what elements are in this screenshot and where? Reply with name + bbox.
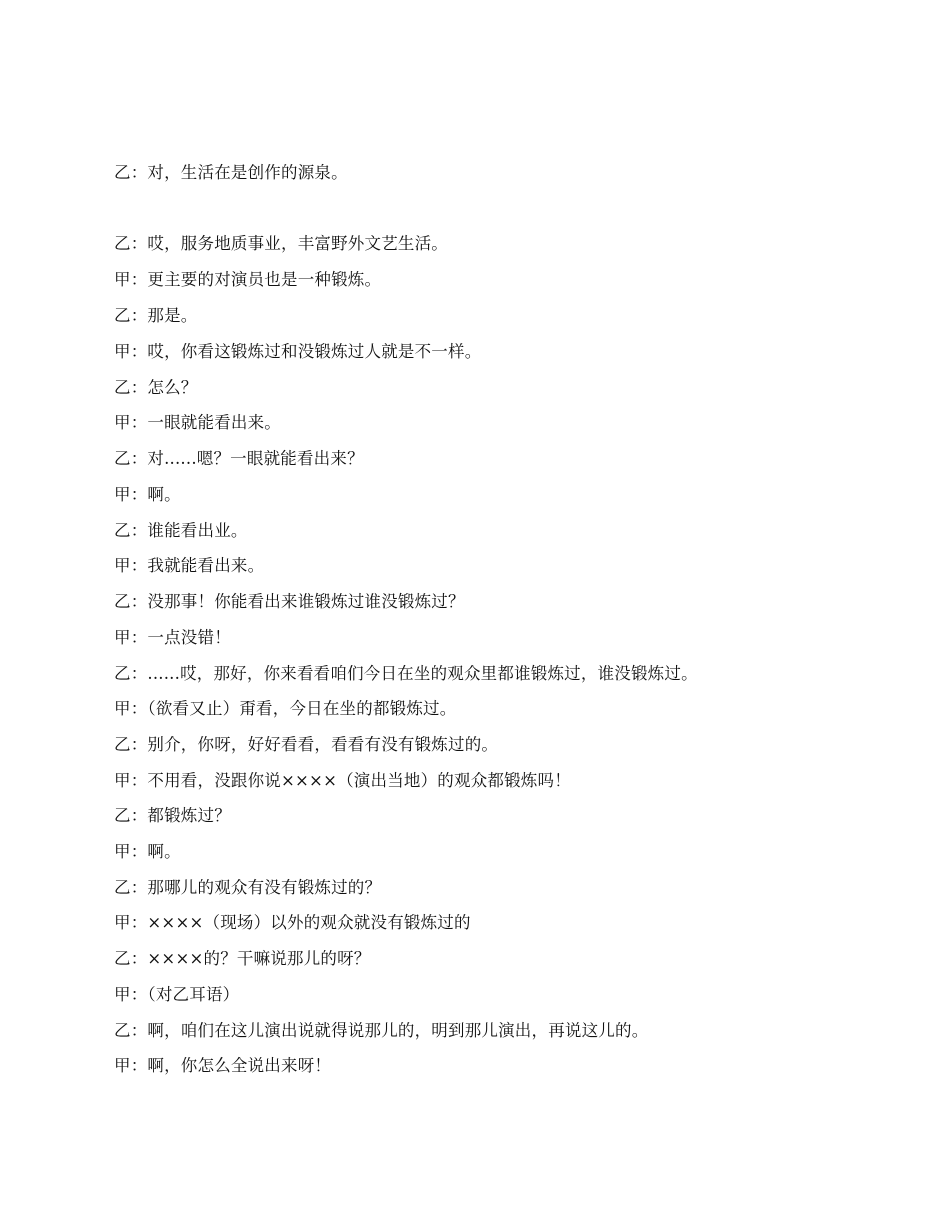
dialogue-line: 乙：别介，你呀，好好看看，看看有没有锻炼过的。	[114, 735, 499, 754]
dialogue-line: 乙：那哪儿的观众有没有锻炼过的？	[114, 878, 382, 897]
dialogue-line: 乙：没那事！你能看出来谁锻炼过谁没锻炼过？	[114, 592, 465, 611]
dialogue-line: 乙：怎么？	[114, 378, 198, 397]
dialogue-line: 乙：谁能看出业。	[114, 521, 248, 540]
dialogue-line: 甲：不用看，没跟你说××××（演出当地）的观众都锻炼吗！	[114, 771, 571, 790]
dialogue-line: 乙：对......嗯？一眼就能看出来？	[114, 449, 364, 468]
dialogue-line: 乙：啊，咱们在这儿演出说就得说那儿的，明到那儿演出，再说这儿的。	[114, 1021, 649, 1040]
dialogue-line: 甲：哎，你看这锻炼过和没锻炼过人就是不一样。	[114, 342, 482, 361]
dialogue-line: 甲：××××（现场）以外的观众就没有锻炼过的	[114, 913, 471, 932]
dialogue-line: 甲：（欲看又止）甭看，今日在坐的都锻炼过。	[114, 699, 457, 718]
dialogue-line: 甲：我就能看出来。	[114, 556, 265, 575]
dialogue-line: 乙：都锻炼过？	[114, 806, 231, 825]
dialogue-line: 甲：更主要的对演员也是一种锻炼。	[114, 270, 382, 289]
dialogue-line: 乙：××××的？干嘛说那儿的呀？	[114, 949, 371, 968]
dialogue-line: 乙：哎，服务地质事业，丰富野外文艺生活。	[114, 234, 448, 253]
dialogue-line: 甲：一点没错！	[114, 628, 231, 647]
dialogue-line: 乙：......哎，那好，你来看看咱们今日在坐的观众里都谁锻炼过，谁没锻炼过。	[114, 664, 698, 683]
dialogue-line: 甲：啊，你怎么全说出来呀！	[114, 1056, 332, 1075]
dialogue-line: 甲：一眼就能看出来。	[114, 413, 281, 432]
dialogue-line: 甲：啊。	[114, 485, 181, 504]
dialogue-line: 甲：（对乙耳语）	[114, 985, 240, 1004]
dialogue-line: 乙：对，生活在是创作的源泉。	[114, 163, 348, 182]
dialogue-line: 甲：啊。	[114, 842, 181, 861]
dialogue-line: 乙：那是。	[114, 306, 198, 325]
